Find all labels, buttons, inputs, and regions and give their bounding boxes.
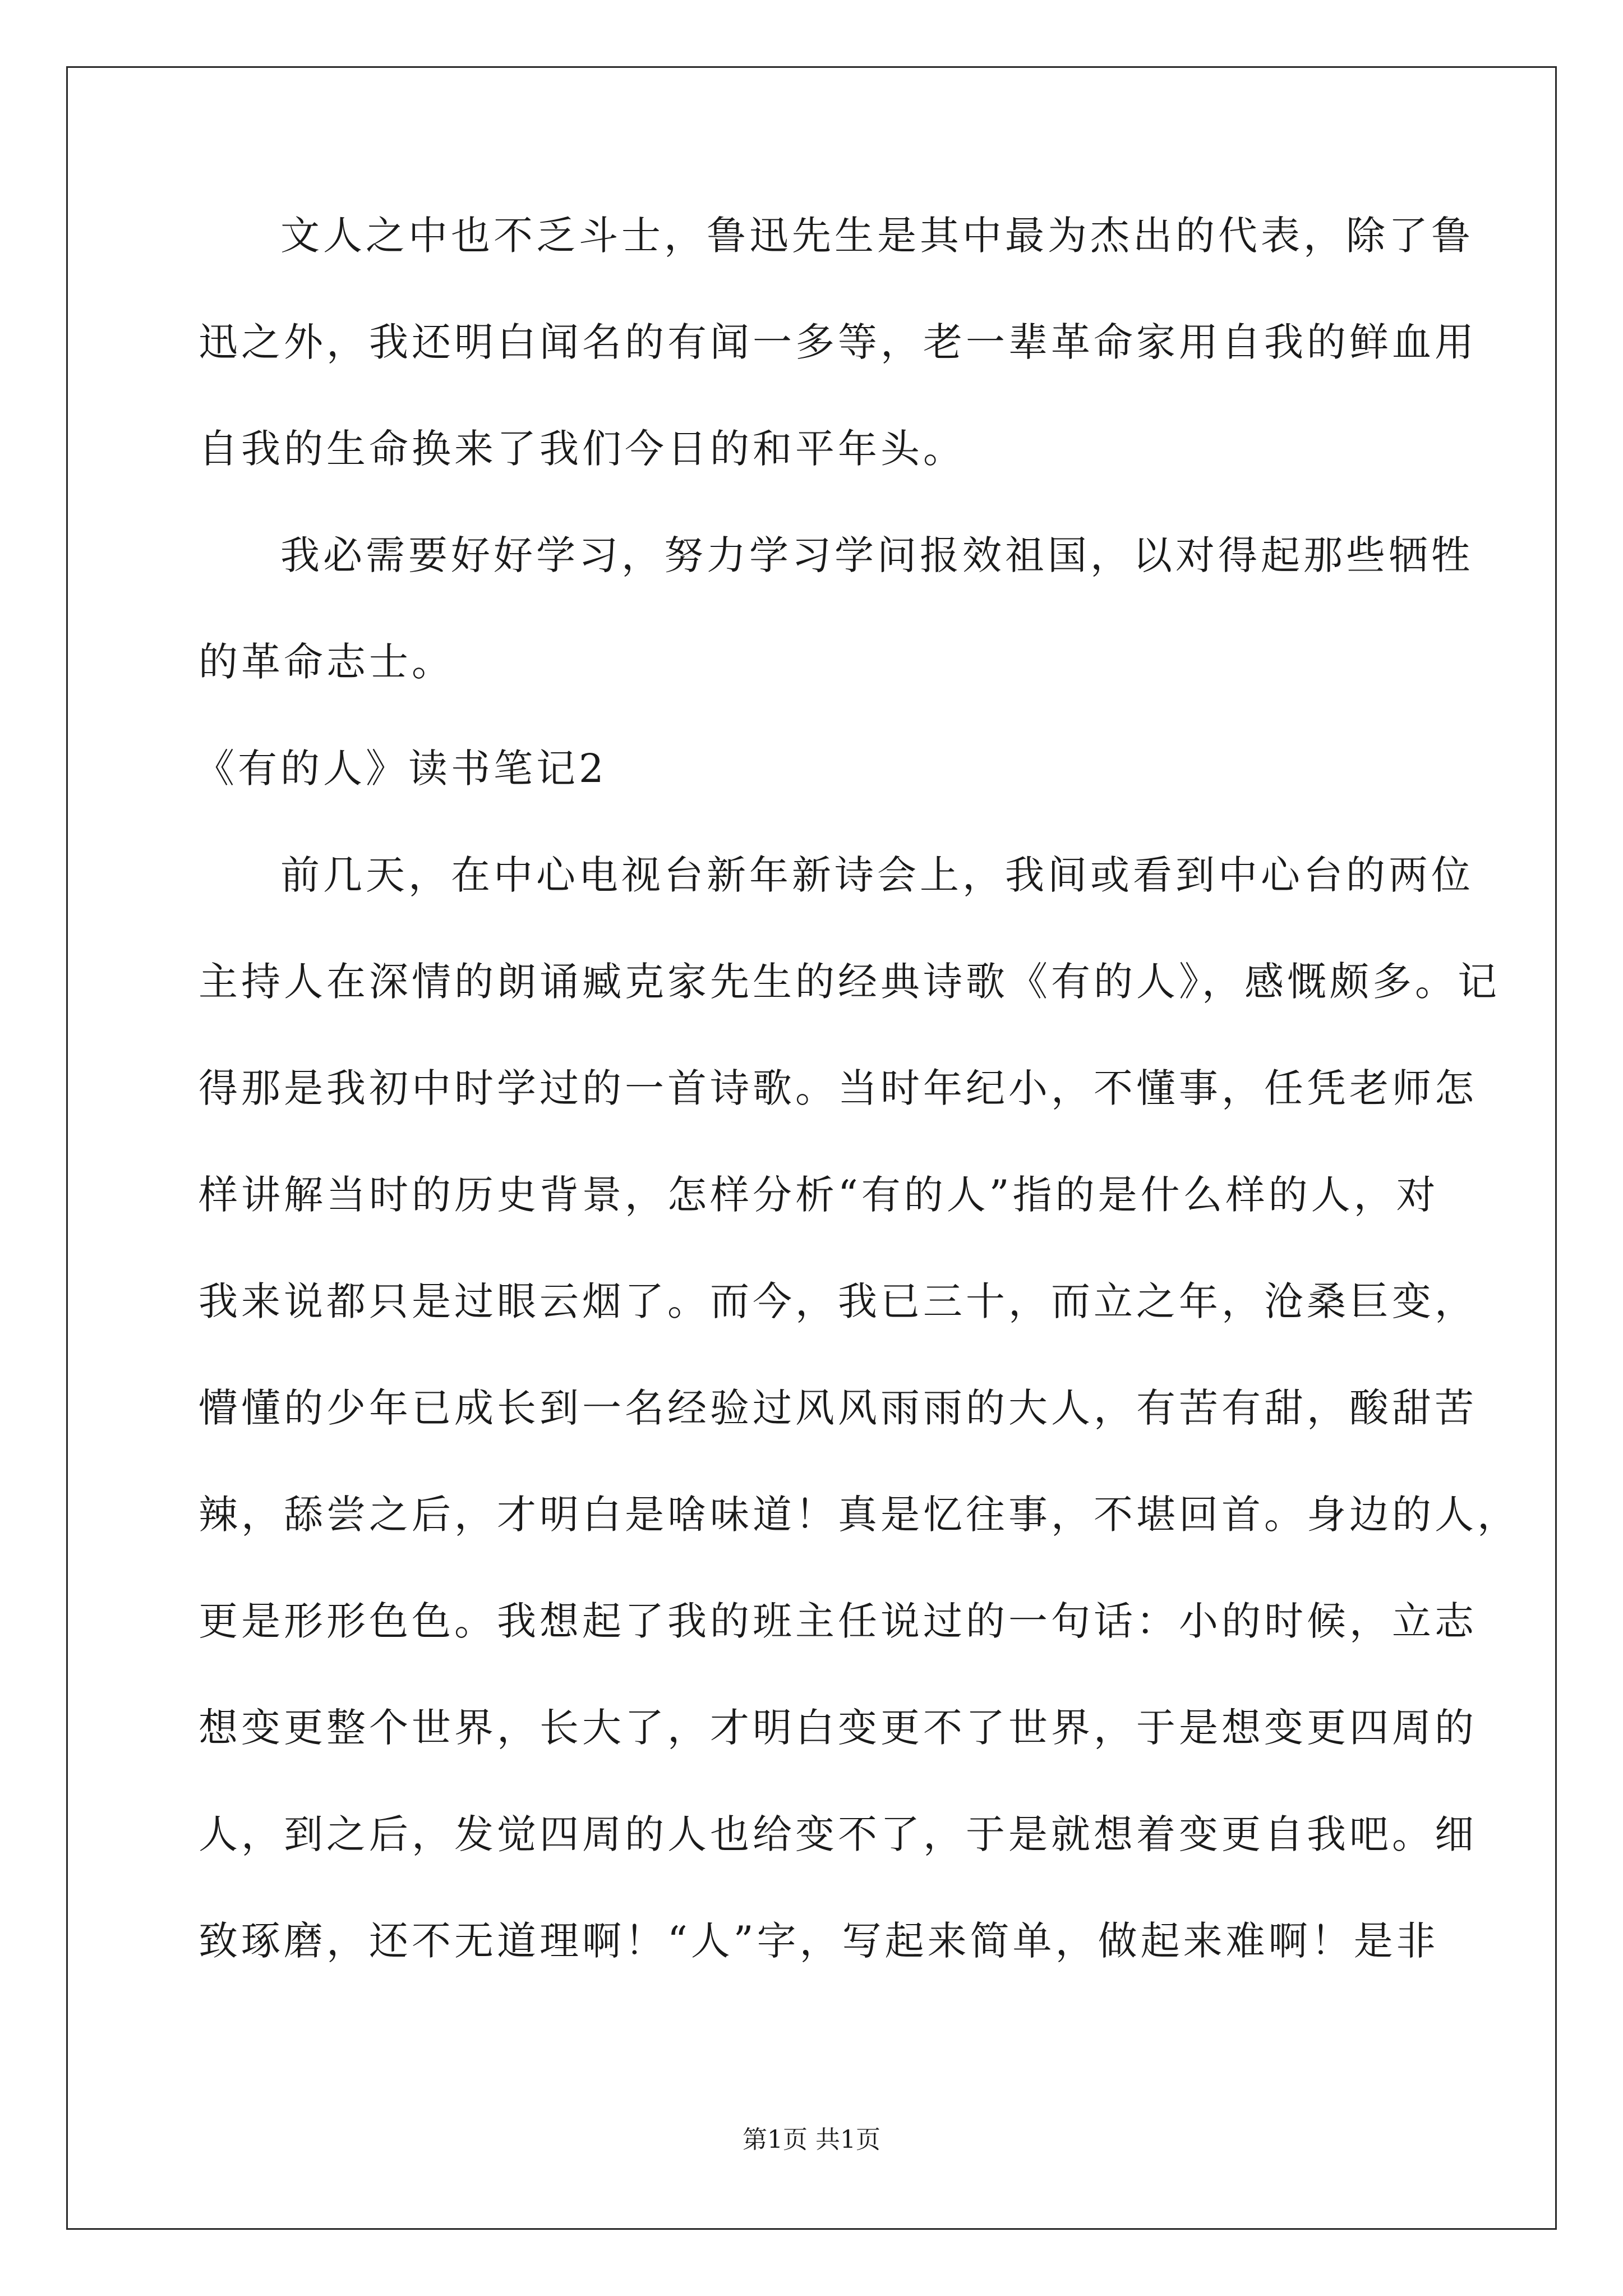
text-line: 迅之外，我还明白闻名的有闻一多等，老一辈革命家用自我的鲜血用 xyxy=(199,319,1477,365)
text-line: 文人之中也不乏斗士，鲁迅先生是其中最为杰出的代表，除了鲁 xyxy=(280,213,1474,259)
text-line: 前几天，在中心电视台新年新诗会上，我间或看到中心台的两位 xyxy=(280,852,1474,898)
text-line: 我来说都只是过眼云烟了。而今，我已三十，而立之年，沧桑巨变， xyxy=(199,1278,1477,1324)
document-body xyxy=(195,208,1520,2019)
text-line: 致琢磨，还不无道理啊！“人”字，写起来简单，做起来难啊！是非 xyxy=(199,1918,1439,1964)
section-heading: 《有的人》读书笔记2 xyxy=(195,746,607,792)
text-line: 得那是我初中时学过的一首诗歌。当时年纪小，不懂事，任凭老师怎 xyxy=(199,1065,1477,1111)
text-line: 想变更整个世界，长大了，才明白变更不了世界，于是想变更四周的 xyxy=(199,1705,1477,1751)
text-line: 样讲解当时的历史背景，怎样分析“有的人”指的是什么样的人，对 xyxy=(199,1172,1439,1218)
text-line: 主持人在深情的朗诵臧克家先生的经典诗歌《有的人》，感慨颇多。记 xyxy=(199,959,1500,1005)
page-footer: 第1页 共1页 xyxy=(743,2125,880,2154)
text-line: 我必需要好好学习，努力学习学问报效祖国，以对得起那些牺牲 xyxy=(280,532,1474,578)
text-line: 自我的生命换来了我们今日的和平年头。 xyxy=(199,426,966,472)
text-line: 辣，舔尝之后，才明白是啥味道！真是忆往事，不堪回首。身边的人， xyxy=(199,1492,1520,1538)
text-line: 的革命志士。 xyxy=(199,639,454,685)
text-line: 懵懂的少年已成长到一名经验过风风雨雨的大人，有苦有甜，酸甜苦 xyxy=(199,1385,1477,1431)
text-line: 更是形形色色。我想起了我的班主任说过的一句话：小的时候，立志 xyxy=(199,1598,1477,1644)
text-line: 人，到之后，发觉四周的人也给变不了，于是就想着变更自我吧。细 xyxy=(199,1811,1477,1857)
